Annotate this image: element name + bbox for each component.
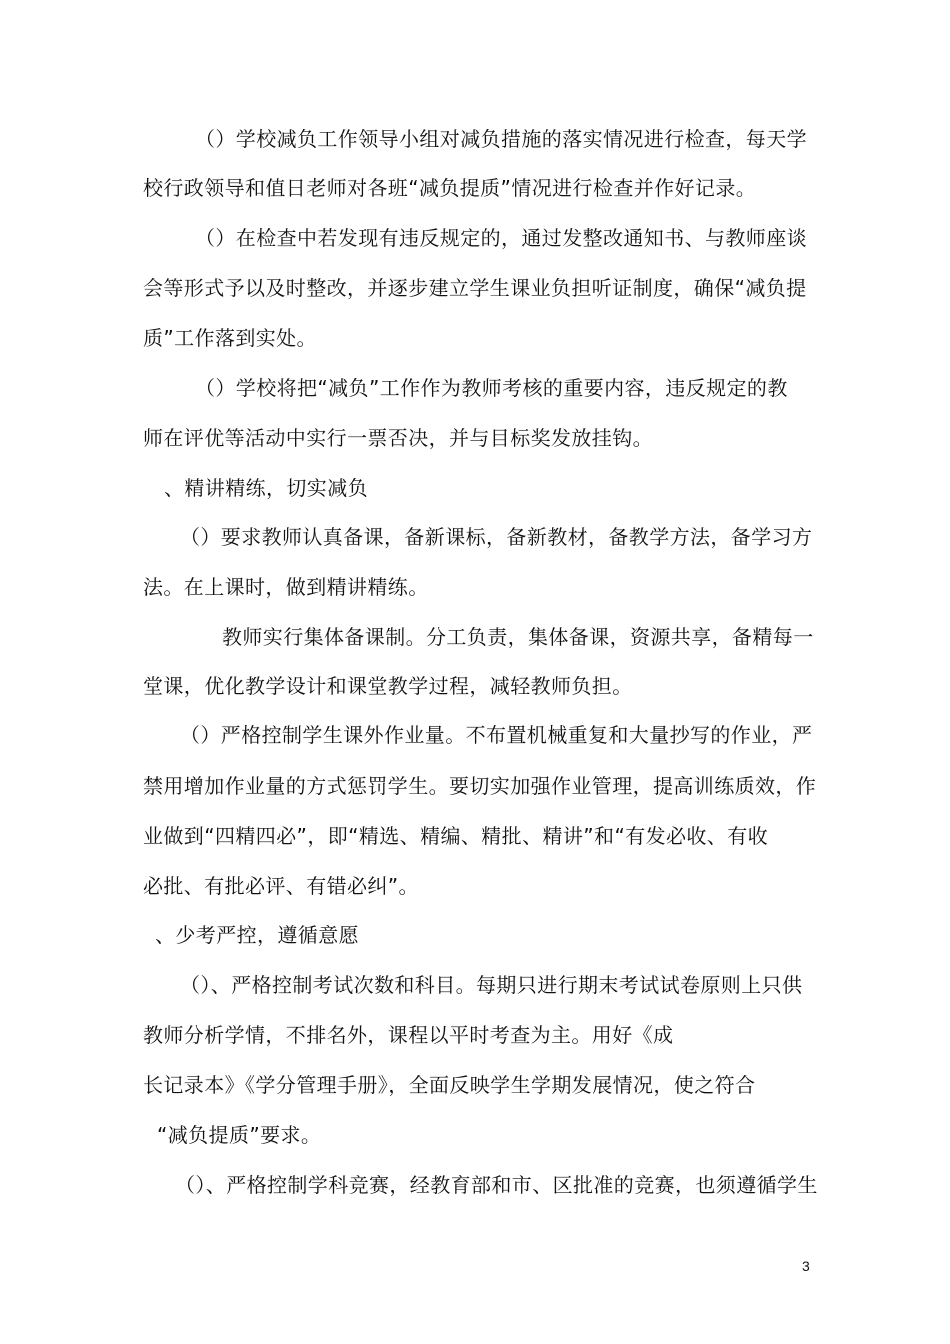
section-heading: 、精讲精练，切实减负 xyxy=(164,476,368,500)
text-line: （）在检查中若发现有违反规定的，通过发整改通知书、与教师座谈 xyxy=(195,226,807,250)
text-line: （）、严格控制学科竞赛，经教育部和市、区批准的竞赛，也须遵循学生 xyxy=(175,1173,818,1197)
text-line: （）要求教师认真备课，备新课标，备新教材，备教学方法，备学习方 xyxy=(180,525,813,549)
text-line: 教师实行集体备课制。分工负责，集体备课，资源共享，备精每一 xyxy=(222,625,814,649)
text-line: 校行政领导和值日老师对各班“减负提质”情况进行检查并作好记录。 xyxy=(143,176,757,200)
text-line: （）、严格控制考试次数和科目。每期只进行期末考试试卷原则上只供 xyxy=(180,973,803,997)
text-line: 长记录本》《学分管理手册》，全面反映学生学期发展情况，使之符合 xyxy=(143,1073,756,1097)
text-line: 教师分析学情，不排名外，课程以平时考查为主。用好《成 xyxy=(143,1023,674,1047)
text-line: （）学校将把“减负”工作作为教师考核的重要内容，违反规定的教 xyxy=(195,376,788,400)
text-line: （）严格控制学生课外作业量。不布置机械重复和大量抄写的作业，严 xyxy=(180,723,813,747)
text-line: （）学校减负工作领导小组对减负措施的落实情况进行检查，每天学 xyxy=(195,127,807,151)
text-line: 质”工作落到实处。 xyxy=(143,326,317,350)
text-line: 会等形式予以及时整改，并逐步建立学生课业负担听证制度，确保“减负提 xyxy=(143,276,807,300)
text-line: 法。在上课时，做到精讲精练。 xyxy=(143,575,429,599)
text-line: 禁用增加作业量的方式惩罚学生。要切实加强作业管理，提高训练质效，作 xyxy=(143,774,817,798)
text-line: 必批、有批必评、有错必纠”。 xyxy=(143,874,419,898)
text-line: 堂课，优化教学设计和课堂教学过程，减轻教师负担。 xyxy=(143,674,633,698)
page-number: 3 xyxy=(802,1258,810,1274)
text-line: 业做到“四精四必”，即“精选、精编、精批、精讲”和“有发必收、有收 xyxy=(143,824,769,848)
section-heading: 、少考严控，遵循意愿 xyxy=(155,923,359,947)
text-line: 师在评优等活动中实行一票否决，并与目标奖发放挂钩。 xyxy=(143,426,653,450)
text-line: “减负提质”要求。 xyxy=(157,1123,322,1147)
